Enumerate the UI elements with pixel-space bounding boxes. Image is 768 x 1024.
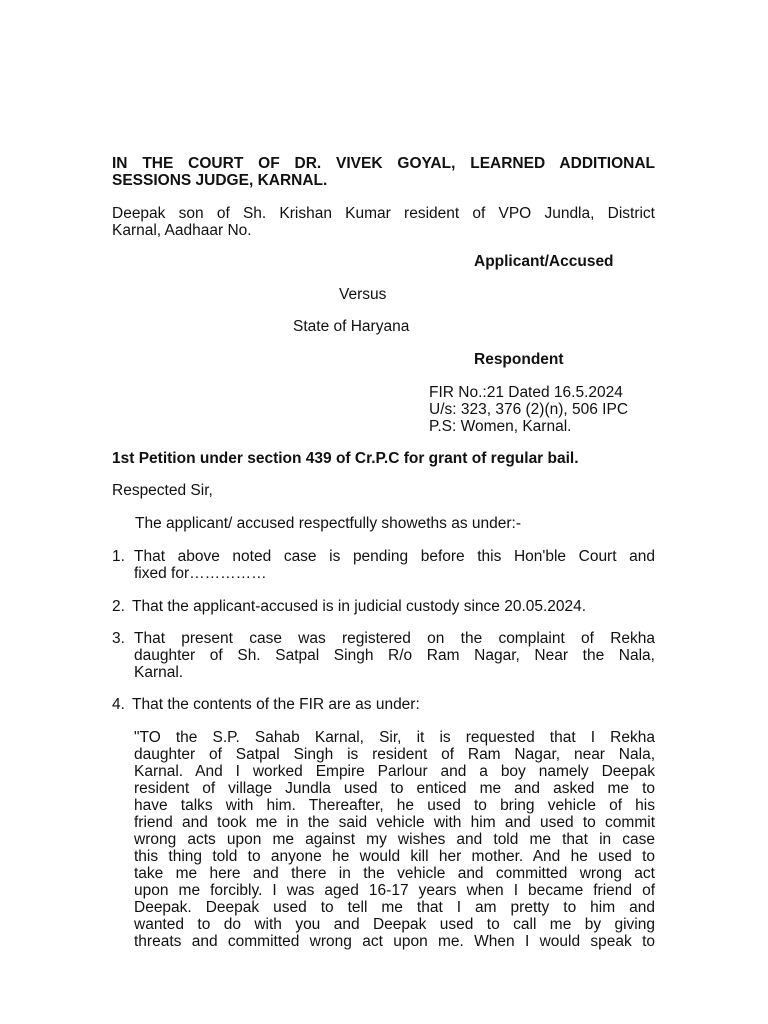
list-item-number: 2.	[112, 598, 125, 615]
applicant-details-line-2: Karnal, Aadhaar No.	[112, 222, 252, 239]
court-heading-line-2: SESSIONS JUDGE, KARNAL.	[112, 172, 328, 189]
versus-label: Versus	[339, 286, 387, 303]
list-item-text	[134, 548, 655, 582]
applicant-label: Applicant/Accused	[474, 253, 614, 270]
list-item-number: 3.	[112, 630, 125, 647]
fir-contents-line: take me here and there in the vehicle and committed wrong act	[134, 865, 655, 882]
list-item-number: 4.	[112, 696, 125, 713]
list-item-line: daughter of Sh. Satpal Singh R/o Ram Nagar, Near the Nala,	[134, 647, 655, 664]
salutation: Respected Sir,	[112, 482, 213, 499]
list-item-text	[134, 630, 655, 681]
fir-sections: U/s: 323, 376 (2)(n), 506 IPC	[429, 401, 629, 418]
petition-title: 1st Petition under section 439 of Cr.P.C for grant of regular bail.	[112, 450, 579, 467]
fir-contents	[134, 729, 655, 950]
court-heading-line-1: IN THE COURT OF DR. VIVEK GOYAL, LEARNED ADDITIONAL	[112, 155, 655, 172]
fir-contents-line: have talks with him. Thereafter, he used to bring vehicle of his	[134, 797, 655, 814]
respondent-name: State of Haryana	[293, 318, 410, 335]
fir-details	[429, 384, 628, 435]
fir-contents-line: this thing told to anyone he would kill her mother. And he used to	[134, 848, 655, 865]
fir-police-station: P.S: Women, Karnal.	[429, 418, 572, 435]
fir-contents-line: friend and took me in the said vehicle with him and used to commit	[134, 814, 655, 831]
fir-contents-line: Karnal. And I worked Empire Parlour and a boy namely Deepak	[134, 763, 655, 780]
list-item-line: Karnal.	[134, 664, 184, 681]
fir-contents-line: wanted to do with you and Deepak used to call me by giving	[134, 916, 655, 933]
fir-contents-line: upon me forcibly. I was aged 16-17 years when I became friend of	[134, 882, 655, 899]
fir-contents-line: Deepak. Deepak used to tell me that I am pretty to him and	[134, 899, 655, 916]
list-item-line: That the applicant-accused is in judicial custody since 20.05.2024.	[132, 598, 587, 615]
applicant-details	[112, 205, 655, 239]
respondent-label: Respondent	[474, 351, 564, 368]
applicant-details-line-1: Deepak son of Sh. Krishan Kumar resident of VPO Jundla, District	[112, 205, 655, 222]
list-item-line: fixed for……………	[134, 565, 267, 582]
fir-contents-line: "TO the S.P. Sahab Karnal, Sir, it is requested that I Rekha	[134, 729, 655, 746]
fir-contents-line: daughter of Satpal Singh is resident of Ram Nagar, near Nala,	[134, 746, 655, 763]
intro-text: The applicant/ accused respectfully showeths as under:-	[135, 515, 521, 532]
fir-contents-line: threats and committed wrong act upon me. When I would speak to	[134, 933, 655, 950]
list-item-line: That above noted case is pending before this Hon'ble Court and	[134, 548, 655, 565]
court-heading	[112, 155, 655, 189]
fir-number: FIR No.:21 Dated 16.5.2024	[429, 384, 623, 401]
list-item-line: That present case was registered on the complaint of Rekha	[134, 630, 655, 647]
list-item-line: That the contents of the FIR are as under:	[132, 696, 420, 713]
fir-contents-line: wrong acts upon me against my wishes and told me that in case	[134, 831, 655, 848]
fir-contents-line: resident of village Jundla used to enticed me and asked me to	[134, 780, 655, 797]
list-item-number: 1.	[112, 548, 125, 565]
